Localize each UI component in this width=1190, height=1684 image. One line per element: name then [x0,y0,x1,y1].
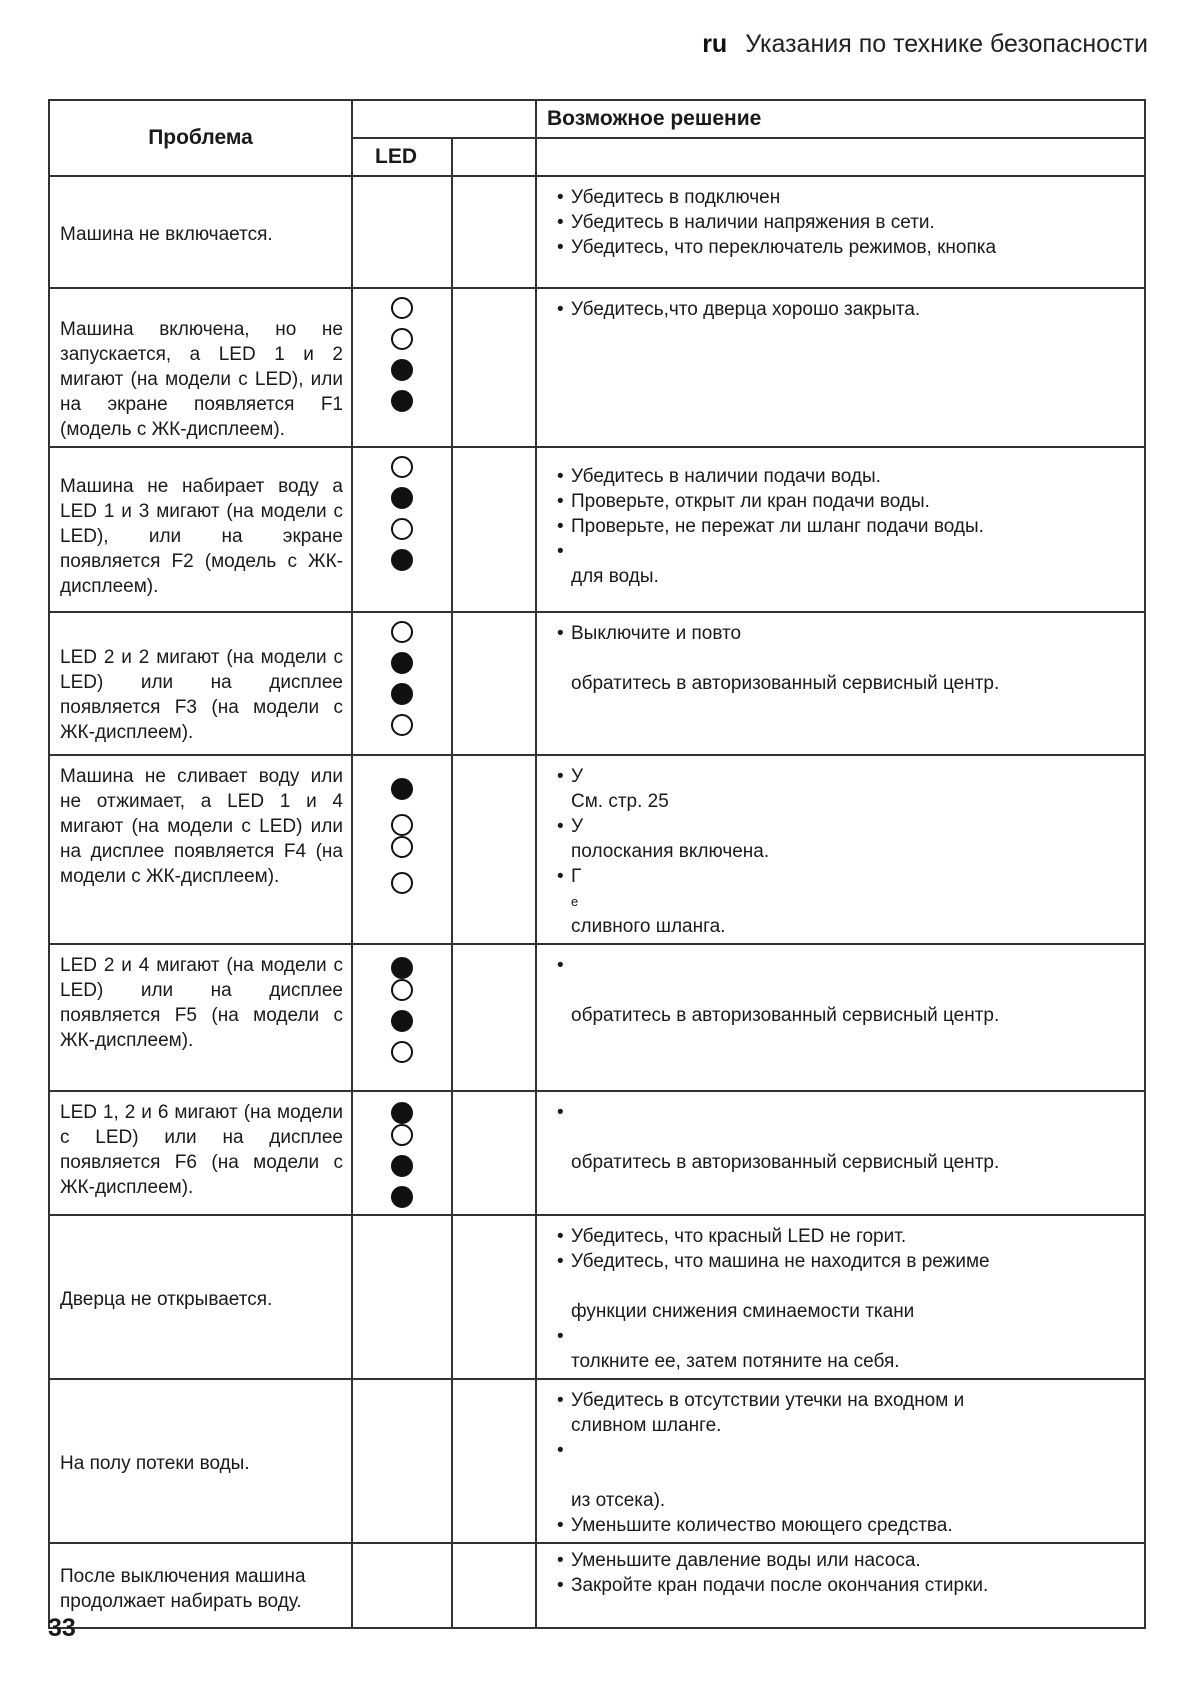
led-off-icon [391,456,413,478]
blank-cell [452,1091,536,1215]
led-cell [352,1215,452,1379]
blank-cell [452,1543,536,1628]
led-cell [352,755,452,944]
led-on-icon [391,778,413,800]
problem-cell: LED 2 и 2 мигают (на модели с LED) или на дисплее появляется F3 (на модели с ЖК-дисплеем). [49,612,352,755]
led-off-icon [391,979,413,1001]
led-on-icon [391,1186,413,1208]
table-row [49,1379,1145,1543]
led-on-icon [391,683,413,705]
led-on-icon [391,390,413,412]
solution-cell [536,1543,1145,1628]
solution-item: • У [557,814,1136,839]
blank-cell [452,447,536,612]
blank-cell [452,1215,536,1379]
blank-cell [452,288,536,447]
solution-continuation: обратитесь в авторизованный сервисный центр. [571,1152,1000,1173]
led-on-icon [391,549,413,571]
blank-cell [452,944,536,1091]
solution-item: • Убедитесь в наличии подачи воды. [557,464,1136,489]
page-header [702,30,1148,59]
blank-cell [452,1379,536,1543]
solution-item [557,1100,1136,1125]
solution-continuation: толкните ее, затем потяните на себя. [571,1351,900,1372]
solution-cell [536,176,1145,288]
table-row [49,1543,1145,1628]
solution-item: • Уменьшите количество моющего средства. [557,1513,1136,1538]
blank-cell [452,176,536,288]
led-off-icon [391,1041,413,1063]
solution-item: • Закройте кран подачи после окончания стирки. [557,1573,1136,1598]
led-off-icon [391,328,413,350]
led-off-icon [391,297,413,319]
problem-cell: Дверца не открывается. [49,1215,352,1379]
solution-cell [536,288,1145,447]
table-row [49,1215,1145,1379]
column-header-led: LED [352,138,452,176]
led-cell [352,447,452,612]
blank-cell [452,612,536,755]
problem-cell: Машина не сливает воду или не отжимает, а LED 1 и 4 мигают (на модели с LED) или на дисплее появляется F4 (на модели с ЖК-дисплеем). [49,755,352,944]
solution-cell [536,1091,1145,1215]
led-off-icon [391,518,413,540]
solution-item: • Убедитесь, что переключатель режимов, кнопка [557,235,1136,260]
led-off-icon [391,621,413,643]
solution-item: • У [557,764,1136,789]
problem-cell: LED 2 и 4 мигают (на модели с LED) или на дисплее появляется F5 (на модели с ЖК-дисплеем). [49,944,352,1091]
column-header-problem: Проблема [49,100,352,176]
led-cell [352,176,452,288]
solution-continuation: обратитесь в авторизованный сервисный центр. [571,673,1000,694]
solution-cell [536,755,1145,944]
solution-item [557,1438,1136,1463]
problem-cell: LED 1, 2 и 6 мигают (на модели с LED) или на дисплее появляется F6 (на модели с ЖК-дисплеем). [49,1091,352,1215]
solution-item: • Убедитесь, что красный LED не горит. [557,1224,1136,1249]
solution-cell [536,447,1145,612]
led-on-icon [391,487,413,509]
column-header-blank [352,100,536,138]
led-cell [352,612,452,755]
solution-item: • Убедитесь, что машина не находится в режиме [557,1249,1136,1274]
led-on-icon [391,652,413,674]
table-row [49,288,1145,447]
solution-item [557,1324,1136,1349]
solution-continuation: е [571,894,579,909]
solution-item: • Уменьшите давление воды или насоса. [557,1548,1136,1573]
solution-cell [536,1379,1145,1543]
column-header-blank-3 [536,138,1145,176]
solution-cell [536,944,1145,1091]
led-off-icon [391,814,413,836]
column-header-blank-2 [452,138,536,176]
table-row [49,1091,1145,1215]
solution-item: • Убедитесь,что дверца хорошо закрыта. [557,297,1136,322]
problem-cell: На полу потеки воды. [49,1379,352,1543]
column-header-solution: Возможное решение [536,100,1145,138]
solution-item: • Проверьте, не пережат ли шланг подачи воды. [557,514,1136,539]
led-off-icon [391,714,413,736]
led-cell [352,288,452,447]
led-cell [352,1091,452,1215]
problem-cell: После выключения машина продолжает набирать воду. [49,1543,352,1628]
solution-continuation: сливного шланга. [571,916,726,937]
solution-item: • Выключите и повто [557,621,1136,646]
led-cell [352,1379,452,1543]
solution-item: • Проверьте, открыт ли кран подачи воды. [557,489,1136,514]
solution-item: • Убедитесь в подключен [557,185,1136,210]
page-number: 33 [48,1614,76,1642]
solution-item: • Убедитесь в наличии напряжения в сети. [557,210,1136,235]
table-row [49,755,1145,944]
problem-cell: Машина не включается. [49,176,352,288]
solution-item: • Убедитесь в отсутствии утечки на входном и [557,1388,1136,1413]
solution-continuation: из отсека). [571,1490,666,1511]
troubleshooting-table [48,99,1146,1629]
solution-continuation: функции снижения сминаемости ткани [571,1301,915,1322]
solution-continuation: обратитесь в авторизованный сервисный центр. [571,1005,1000,1026]
led-cell [352,944,452,1091]
table-row [49,944,1145,1091]
led-on-icon [391,957,413,979]
section-title: Указания по технике безопасности [745,30,1148,58]
table-row [49,176,1145,288]
problem-cell: Машина включена, но не запускается, а LED 1 и 2 мигают (на модели с LED), или на экране появляется F1 (модель с ЖК-дисплеем). [49,288,352,447]
solution-cell [536,612,1145,755]
problem-cell: Машина не набирает воду а LED 1 и 3 мигают (на модели с LED), или на экране появляется F2 (модель с ЖК-дисплеем). [49,447,352,612]
led-on-icon [391,1155,413,1177]
language-code: ru [702,30,728,58]
led-on-icon [391,1102,413,1124]
blank-cell [452,755,536,944]
solution-continuation: См. стр. 25 [571,791,669,812]
led-cell [352,1543,452,1628]
led-on-icon [391,1010,413,1032]
led-on-icon [391,359,413,381]
led-off-icon [391,872,413,894]
led-off-icon [391,836,413,858]
solution-item [557,539,1136,564]
table-row [49,447,1145,612]
table-row [49,612,1145,755]
solution-cell [536,1215,1145,1379]
solution-continuation: для воды. [571,566,659,587]
led-off-icon [391,1124,413,1146]
solution-item: • Г [557,864,1136,889]
solution-continuation: сливном шланге. [571,1415,722,1436]
solution-item [557,953,1136,978]
solution-continuation: полоскания включена. [571,841,770,862]
